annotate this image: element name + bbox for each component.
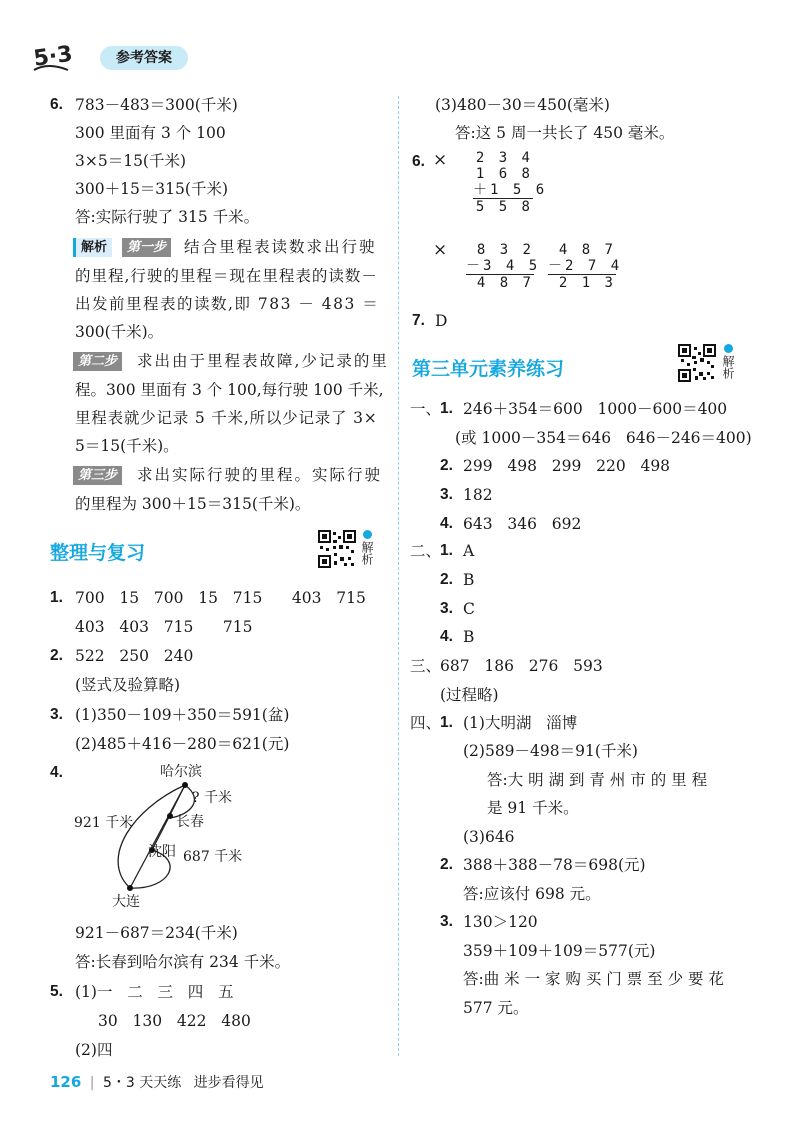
qr-label-text: 解析 <box>721 355 735 379</box>
part-label: 一、 <box>410 400 442 418</box>
section-title-unit3: 第三单元素养练习 <box>412 358 565 380</box>
answer-badge-label: 参考答案 <box>116 50 172 66</box>
review-q2-line: (竖式及验算略) <box>75 676 181 694</box>
column-divider <box>398 96 399 1056</box>
map-label-right-distance: 687 千米 <box>183 849 243 865</box>
analysis-line: 的里程,行驶的里程＝现在里程表的读数－ <box>75 267 378 285</box>
calc-row: ＋1 5 6 <box>473 182 548 198</box>
u3-s4-q3-line: 答:曲 米 一 家 购 买 门 票 至 少 要 花 <box>463 970 724 988</box>
map-label-shenyang: 沈阳 <box>148 844 176 860</box>
review-q1-line: 700 15 700 15 715 403 715 <box>75 589 366 607</box>
u3-s4-q1-line: (3)646 <box>463 828 515 846</box>
u3-s2-answer: A <box>463 542 475 560</box>
u3-s4-q2-number: 2. <box>440 856 453 873</box>
u3-s1-q1-line: 246＋354＝600 1000－600＝400 <box>463 400 728 418</box>
r-q7-answer: D <box>435 312 448 330</box>
u3-s1-q4-answer: 643 346 692 <box>463 515 582 533</box>
u3-s2-number: 1. <box>440 542 453 559</box>
logo-text: 5·3 <box>32 41 75 72</box>
calc-row: －3 4 5 <box>466 258 541 274</box>
logo <box>28 40 94 76</box>
book-title: 5・3 天天练 <box>102 1075 182 1091</box>
u3-s1-q1-number: 1. <box>440 400 453 417</box>
u3-s2-number: 2. <box>440 571 453 588</box>
analysis-line: 里程表就少记录 5 千米,所以少记录了 3× <box>75 409 378 427</box>
analysis-line: 300(千米)。 <box>75 323 164 341</box>
review-q2-number: 2. <box>50 647 63 664</box>
vertical-calc-1 <box>473 150 548 215</box>
analysis-line: 5＝15(千米)。 <box>75 437 179 455</box>
city-dot-harbin <box>182 782 188 788</box>
u3-s3-answer: 687 186 276 593 <box>440 657 603 675</box>
review-q5-number: 5. <box>50 983 63 1000</box>
answer-badge <box>100 46 188 70</box>
u3-s4-q1-line: (1)大明湖 淄博 <box>463 714 578 732</box>
q5-3-answer: 答:这 5 周一共长了 450 毫米。 <box>455 124 675 142</box>
calc-row: 5 5 8 <box>475 199 533 215</box>
analysis-line: 求出由于里程表故障,少记录的里 <box>137 352 389 370</box>
vertical-calc-2 <box>466 242 541 291</box>
map-label-changchun: 长春 <box>176 814 204 830</box>
vertical-calc-3 <box>548 242 623 291</box>
u3-s3-note: (过程略) <box>440 686 499 704</box>
wrong-mark: × <box>433 150 448 170</box>
analysis-line: 结合里程表读数求出行驶 <box>184 238 377 256</box>
q6-line: 300 里面有 3 个 100 <box>75 124 226 142</box>
review-q3-number: 3. <box>50 706 63 723</box>
u3-s4-q3-line: 359＋109＋109＝577(元) <box>463 942 656 960</box>
q6-line: 300＋15＝315(千米) <box>75 180 228 198</box>
analysis-line: 程。300 里面有 3 个 100,每行驶 100 千米, <box>75 381 384 399</box>
u3-s4-q3-line: 577 元。 <box>463 999 529 1017</box>
review-q4-number: 4. <box>50 764 63 781</box>
review-q5-line: (2)四 <box>75 1041 113 1059</box>
qr-label-text: 解析 <box>360 541 374 565</box>
city-dot-changchun <box>167 813 173 819</box>
q5-3-line: (3)480－30＝450(毫米) <box>435 96 610 114</box>
review-q4-line: 答:长春到哈尔滨有 234 千米。 <box>75 953 291 971</box>
u3-s2-number: 3. <box>440 600 453 617</box>
u3-s4-q3-line: 130＞120 <box>463 913 538 931</box>
calc-row: 4 8 7 <box>558 242 616 258</box>
u3-s1-q2-number: 2. <box>440 457 453 474</box>
play-icon <box>724 344 733 353</box>
part-label: 四、 <box>410 714 442 732</box>
q6-line: 783－483＝300(千米) <box>75 96 238 114</box>
qr-label <box>721 344 739 382</box>
step1-label: 第一步 <box>122 238 171 257</box>
u3-s1-q4-number: 4. <box>440 515 453 532</box>
review-q3-line: (1)350－109＋350＝591(盆) <box>75 706 290 724</box>
u3-s1-q2-answer: 299 498 299 220 498 <box>463 457 671 475</box>
analysis-line: 出发前里程表的读数,即 783 － 483 ＝ <box>75 295 380 313</box>
section-title-review: 整理与复习 <box>50 542 146 564</box>
calc-row: 1 6 8 <box>475 166 533 182</box>
step3-label: 第三步 <box>73 466 122 485</box>
calc-row: 2 1 3 <box>558 275 616 291</box>
qr-label <box>360 530 378 568</box>
u3-s4-q1-line: 答:大 明 湖 到 青 州 市 的 里 程 <box>487 771 708 789</box>
calc-row: 8 3 2 <box>476 242 534 258</box>
r-q7-number: 7. <box>412 312 425 329</box>
u3-s2-number: 4. <box>440 628 453 645</box>
analysis-line: 求出实际行驶的里程。实际行驶 <box>137 466 383 484</box>
u3-s1-q3-answer: 182 <box>463 486 493 504</box>
q6-number: 6. <box>50 96 63 113</box>
map-label-left-distance: 921 千米 <box>74 815 134 831</box>
map-label-unknown-distance: ? 千米 <box>192 790 232 806</box>
q6-line: 答:实际行驶了 315 千米。 <box>75 208 260 226</box>
u3-s1-q1-line: (或 1000－354＝646 646－246＝400) <box>455 429 752 447</box>
u3-s4-q3-number: 3. <box>440 913 453 930</box>
calc-row: 2 3 4 <box>475 150 533 166</box>
footer-separator: | <box>89 1075 95 1091</box>
analysis-line: 的里程为 300＋15＝315(千米)。 <box>75 495 311 513</box>
footer-slogan: 进步看得见 <box>193 1075 264 1091</box>
part-label: 三、 <box>410 657 442 675</box>
review-q1-number: 1. <box>50 589 63 606</box>
u3-s2-answer: B <box>463 628 475 646</box>
u3-s4-q1-number: 1. <box>440 714 453 731</box>
analysis-label: 解析 <box>73 238 112 257</box>
footer <box>50 1072 264 1092</box>
review-q5-line: 30 130 422 480 <box>98 1012 251 1030</box>
u3-s2-answer: C <box>463 600 475 618</box>
u3-s1-q3-number: 3. <box>440 486 453 503</box>
play-icon <box>363 530 372 539</box>
city-dot-dalian <box>127 885 133 891</box>
part-label: 二、 <box>410 542 442 560</box>
calc-row: 4 8 7 <box>476 275 534 291</box>
logo-graphic <box>28 40 94 76</box>
review-q1-line: 403 403 715 715 <box>75 618 253 636</box>
map-label-dalian: 大连 <box>112 894 140 910</box>
u3-s4-q1-line: (2)589－498＝91(千米) <box>463 742 638 760</box>
review-q4-line: 921－687＝234(千米) <box>75 924 238 942</box>
route-dalian-harbin-left <box>118 785 185 888</box>
step2-label: 第二步 <box>73 352 122 371</box>
wrong-mark: × <box>433 240 448 260</box>
u3-s2-answer: B <box>463 571 475 589</box>
u3-s4-q2-line: 答:应该付 698 元。 <box>463 885 601 903</box>
u3-s4-q2-line: 388＋388－78＝698(元) <box>463 856 646 874</box>
qr-code-icon[interactable] <box>318 530 356 568</box>
review-q2-line: 522 250 240 <box>75 647 194 665</box>
route-map-diagram <box>60 760 280 920</box>
q6-line: 3×5＝15(千米) <box>75 152 187 170</box>
r-q6-number: 6. <box>412 153 425 170</box>
map-label-harbin: 哈尔滨 <box>160 764 202 780</box>
qr-code-icon[interactable] <box>678 344 716 382</box>
calc-row: －2 7 4 <box>548 258 623 274</box>
page-number: 126 <box>50 1073 82 1091</box>
u3-s4-q1-line: 是 91 千米。 <box>487 799 579 817</box>
review-q3-line: (2)485＋416－280＝621(元) <box>75 735 290 753</box>
review-q5-line: (1)一 二 三 四 五 <box>75 983 234 1001</box>
